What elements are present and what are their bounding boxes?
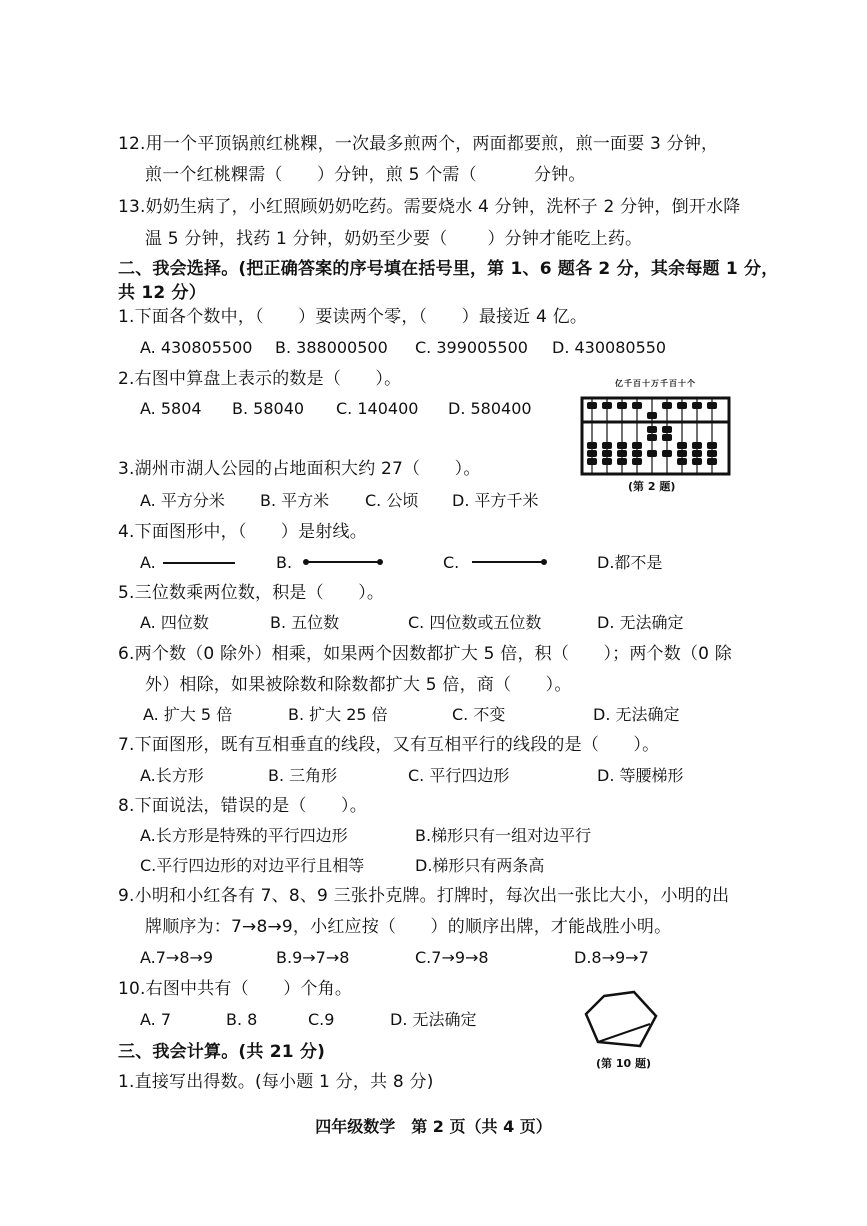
mc3-stem: 3.湖州市湖人公园的占地面积大约 27（ ）。 xyxy=(118,459,481,479)
mc1-option-a: A. 430805500 xyxy=(140,338,253,357)
mc8-option-b: B.梯形只有一组对边平行 xyxy=(415,826,592,845)
mc2-option-a: A. 5804 xyxy=(140,399,202,418)
mc5-stem: 5.三位数乘两位数，积是（ ）。 xyxy=(118,583,385,603)
mc10-option-b: B. 8 xyxy=(226,1010,258,1029)
mc8-stem: 8.下面说法，错误的是（ ）。 xyxy=(118,796,367,816)
page-footer: 四年级数学 第 2 页（共 4 页） xyxy=(315,1117,552,1136)
mc6-option-d: D. 无法确定 xyxy=(593,705,680,724)
mc5-option-d: D. 无法确定 xyxy=(597,613,684,632)
mc3-option-b: B. 平方米 xyxy=(260,491,330,510)
pentagon-caption: (第 10 题) xyxy=(596,1057,652,1070)
mc6-option-b: B. 扩大 25 倍 xyxy=(288,705,388,724)
mc9-option-a: A.7→8→9 xyxy=(140,948,214,967)
mc9-option-b: B.9→7→8 xyxy=(276,948,350,967)
mc7-option-a: A.长方形 xyxy=(140,766,204,785)
mc1-option-b: B. 388000500 xyxy=(275,338,388,357)
mc8-option-d: D.梯形只有两条高 xyxy=(415,856,545,875)
mc4-option-d: D.都不是 xyxy=(597,553,663,572)
mc4-option-b: B. xyxy=(276,553,293,572)
mc9-option-d: D.8→9→7 xyxy=(574,948,649,967)
abacus-caption: (第 2 题) xyxy=(628,480,676,493)
q13-line1: 13.奶奶生病了，小红照顾奶奶吃药。需要烧水 4 分钟，洗杯子 2 分钟，倒开水降 xyxy=(118,197,741,217)
mc8-option-a: A.长方形是特殊的平行四边形 xyxy=(140,826,348,845)
mc1-stem: 1.下面各个数中，（ ）要读两个零，（ ）最接近 4 亿。 xyxy=(118,307,588,327)
option-c-ray xyxy=(472,561,544,563)
mc1-option-d: D. 430080550 xyxy=(552,338,667,357)
section3-heading: 三、我会计算。(共 21 分) xyxy=(118,1042,326,1062)
mc8-option-c: C.平行四边形的对边平行且相等 xyxy=(140,856,365,875)
option-b-segment xyxy=(306,561,380,563)
abacus-place-labels: 亿千百十万千百十个 xyxy=(615,379,696,388)
mc9-stem: 9.小明和小红各有 7、8、9 三张扑克牌。打牌时，每次出一张比大小，小明的出 xyxy=(118,886,730,906)
abacus-figure xyxy=(578,378,733,478)
mc7-stem: 7.下面图形，既有互相垂直的线段，又有互相平行的线段的是（ ）。 xyxy=(118,735,660,755)
q12-line2: 煎一个红桃粿需（ ）分钟，煎 5 个需（ 分钟。 xyxy=(145,165,586,185)
section2-heading: 二、我会选择。(把正确答案的序号填在括号里，第 1、6 题各 2 分，其余每题 1 分， xyxy=(118,259,779,279)
mc1-option-c: C. 399005500 xyxy=(415,338,528,357)
mc4-stem: 4.下面图形中，（ ）是射线。 xyxy=(118,522,367,542)
mc10-option-d: D. 无法确定 xyxy=(390,1010,477,1029)
mc6-option-c: C. 不变 xyxy=(452,705,506,724)
q13-line2: 温 5 分钟，找药 1 分钟，奶奶至少要（ ）分钟才能吃上药。 xyxy=(145,229,643,249)
mc6-stem-cont: 外）相除，如果被除数和除数都扩大 5 倍，商（ ）。 xyxy=(145,675,572,695)
mc2-option-c: C. 140400 xyxy=(336,399,419,418)
mc5-option-a: A. 四位数 xyxy=(140,613,209,632)
mc6-option-a: A. 扩大 5 倍 xyxy=(143,705,233,724)
pentagon-icon xyxy=(582,990,662,1050)
mc4-option-a: A. xyxy=(140,553,156,572)
mc3-option-d: D. 平方千米 xyxy=(452,491,539,510)
abacus-icon xyxy=(578,390,733,482)
mc7-option-d: D. 等腰梯形 xyxy=(597,766,684,785)
mc3-option-a: A. 平方分米 xyxy=(140,491,225,510)
mc2-stem: 2.右图中算盘上表示的数是（ ）。 xyxy=(118,369,402,389)
mc10-option-c: C.9 xyxy=(308,1010,335,1029)
mc9-option-c: C.7→9→8 xyxy=(415,948,489,967)
mc9-stem-cont: 牌顺序为：7→8→9，小红应按（ ）的顺序出牌，才能战胜小明。 xyxy=(145,917,672,937)
option-a-line-segment xyxy=(163,562,235,564)
mc10-option-a: A. 7 xyxy=(140,1010,172,1029)
mc6-stem: 6.两个数（0 除外）相乘，如果两个因数都扩大 5 倍，积（ ）；两个数（0 除 xyxy=(118,644,732,664)
mc3-option-c: C. 公顷 xyxy=(365,491,419,510)
mc2-option-b: B. 58040 xyxy=(232,399,305,418)
option-c-endpoint xyxy=(541,559,547,565)
mc2-option-d: D. 580400 xyxy=(448,399,532,418)
section2-heading-cont: 共 12 分） xyxy=(118,283,206,303)
q12-line1: 12.用一个平顶锅煎红桃粿，一次最多煎两个，两面都要煎，煎一面要 3 分钟， xyxy=(118,134,719,154)
mc5-option-c: C. 四位数或五位数 xyxy=(408,613,542,632)
mc4-option-c: C. xyxy=(443,553,460,572)
option-b-endpoint-right xyxy=(377,559,383,565)
mc7-option-b: B. 三角形 xyxy=(268,766,338,785)
mc5-option-b: B. 五位数 xyxy=(270,613,340,632)
calc1-heading: 1.直接写出得数。(每小题 1 分，共 8 分) xyxy=(118,1072,434,1092)
mc10-stem: 10.右图中共有（ ）个角。 xyxy=(118,979,353,999)
mc7-option-c: C. 平行四边形 xyxy=(408,766,510,785)
